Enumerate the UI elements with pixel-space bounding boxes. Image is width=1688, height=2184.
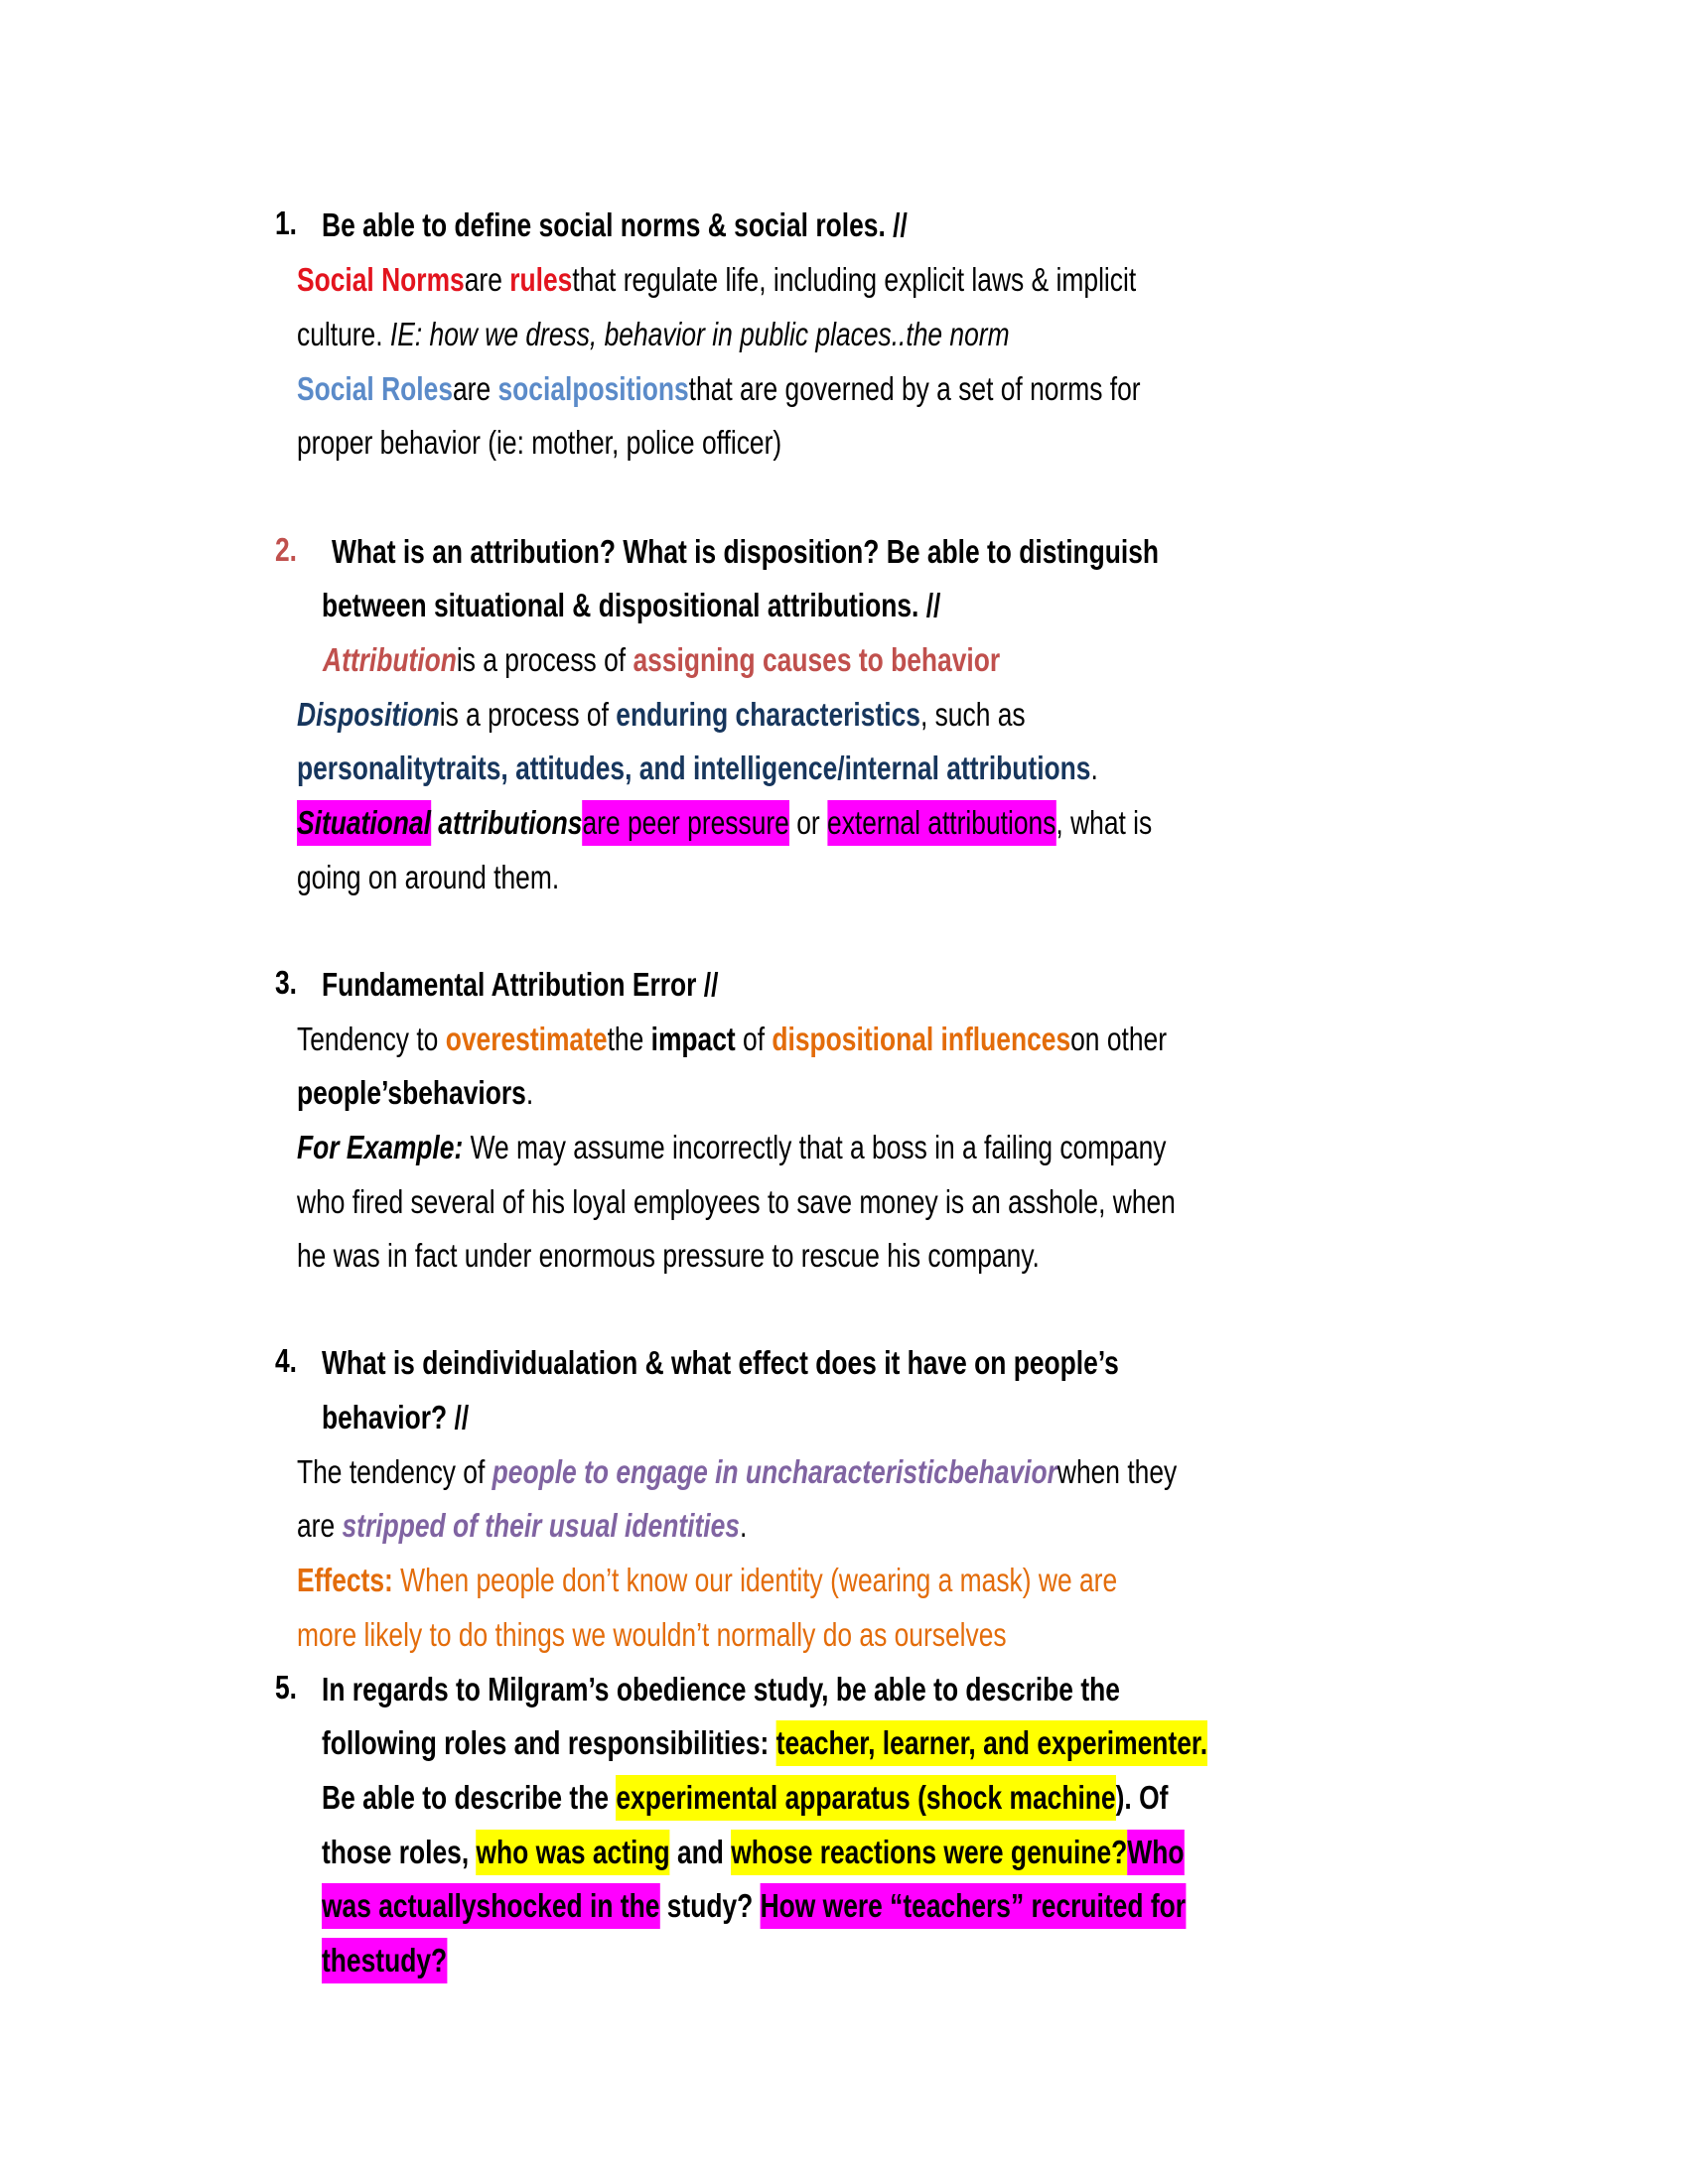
text-line <box>297 848 559 902</box>
text-run: rules <box>509 261 573 299</box>
list-number: 3. <box>275 964 298 1001</box>
highlighted-text: are peer pressure <box>582 800 788 846</box>
question-heading-line <box>322 955 718 1010</box>
text-run: the <box>607 1021 651 1058</box>
question-heading-line <box>332 522 1159 577</box>
text-line <box>297 305 1010 359</box>
text-run: . <box>739 1507 748 1545</box>
question-heading-line <box>322 1660 1120 1714</box>
text-line <box>297 1605 1007 1660</box>
highlighted-text: experimental apparatus (shock machine <box>616 1775 1115 1821</box>
text-line <box>322 1388 469 1442</box>
highlighted-text: teacher, learner, and experimenter. <box>776 1720 1207 1766</box>
text-run: , what is <box>1055 804 1153 842</box>
text-run: that are governed by a set of norms for <box>688 370 1141 408</box>
text-line <box>322 1931 447 1985</box>
highlighted-text: who was acting <box>477 1830 670 1875</box>
text-run: behavior? // <box>322 1399 470 1436</box>
text-run: following roles and responsibilities: <box>322 1724 776 1762</box>
text-run: going on around them. <box>297 859 560 896</box>
text-run: Social Roles <box>297 370 453 408</box>
text-run: Social Norms <box>297 261 465 299</box>
text-run: is a process of <box>439 696 617 734</box>
text-run: study? <box>659 1887 761 1925</box>
text-line <box>322 1768 1168 1823</box>
text-run: enduring characteristics <box>616 696 920 734</box>
highlighted-text: was actuallyshocked in the <box>322 1883 659 1929</box>
text-run: What is deindividualation & what effect does it have on people’s <box>322 1344 1119 1382</box>
highlighted-text: thestudy? <box>322 1938 447 1983</box>
text-run: The tendency of <box>297 1453 492 1491</box>
text-run: more likely to do things we wouldn’t normally do as ourselves <box>297 1616 1007 1654</box>
highlighted-text: external attributions <box>827 800 1055 846</box>
text-run: are <box>297 1507 343 1545</box>
text-run: IE: how we dress, behavior in public places..the norm <box>389 316 1010 353</box>
text-line <box>323 630 1000 685</box>
list-number: 5. <box>275 1669 298 1706</box>
text-run: is a process of <box>456 641 633 679</box>
text-run: who fired several of his loyal employees to save money is an asshole, when <box>297 1183 1176 1221</box>
text-run: ). Of <box>1115 1779 1169 1817</box>
question-heading-line <box>322 196 908 250</box>
highlighted-text: Situational <box>297 800 431 846</box>
text-line <box>297 1551 1117 1605</box>
text-run: people’sbehaviors <box>297 1074 526 1112</box>
text-run: overestimate <box>445 1021 608 1058</box>
text-run: In regards to Milgram’s obedience study, be able to describe the <box>322 1671 1120 1708</box>
highlighted-text: whose reactions were genuine? <box>731 1830 1127 1875</box>
text-run: Disposition <box>297 696 440 734</box>
highlighted-text: Who <box>1127 1830 1184 1875</box>
text-line <box>297 1172 1176 1227</box>
list-number: 2. <box>275 531 298 568</box>
text-run: between situational & dispositional attributions. // <box>322 587 941 624</box>
text-run: Be able to describe the <box>322 1779 617 1817</box>
highlighted-text: How were “teachers” recruited for <box>761 1883 1186 1929</box>
text-run: of <box>735 1021 773 1058</box>
text-line <box>297 1010 1167 1064</box>
text-run <box>431 800 438 846</box>
text-line <box>297 413 781 468</box>
text-run: What is an attribution? What is disposition? Be able to distinguish <box>332 533 1160 571</box>
text-line <box>297 1496 747 1551</box>
text-line <box>297 1118 1166 1172</box>
text-line <box>297 1226 1040 1281</box>
text-line <box>322 1823 1184 1877</box>
text-run: Be able to define social norms & social roles. // <box>322 206 908 244</box>
text-line <box>297 1442 1177 1497</box>
text-line <box>297 250 1136 305</box>
text-run: he was in fact under enormous pressure to rescue his company. <box>297 1237 1040 1275</box>
text-line <box>297 359 1141 414</box>
text-run: Attribution <box>323 641 457 679</box>
text-run: Effects: <box>297 1562 393 1599</box>
text-run: dispositional influences <box>772 1021 1071 1058</box>
text-run: attributions <box>438 804 583 842</box>
text-run: are <box>464 261 510 299</box>
text-line <box>322 1876 1186 1931</box>
text-run: are <box>453 370 498 408</box>
text-run: For Example: <box>297 1129 464 1166</box>
text-run: socialpositions <box>497 370 689 408</box>
text-run: culture. <box>297 316 390 353</box>
list-number: 4. <box>275 1342 298 1379</box>
list-number: 1. <box>275 205 298 241</box>
text-run: that regulate life, including explicit laws & implicit <box>572 261 1137 299</box>
text-line <box>297 793 1152 848</box>
text-run: proper behavior (ie: mother, police officer) <box>297 424 782 462</box>
text-run: When people don’t know our identity (wearing a mask) we are <box>392 1562 1118 1599</box>
text-run: We may assume incorrectly that a boss in a failing company <box>463 1129 1167 1166</box>
text-line <box>322 576 940 630</box>
text-run: when they <box>1056 1453 1178 1491</box>
text-run: stripped of their usual identities <box>342 1507 740 1545</box>
text-run: and <box>669 1834 732 1871</box>
text-run: , such as <box>919 696 1026 734</box>
question-heading-line <box>322 1333 1119 1388</box>
text-run: impact <box>650 1021 736 1058</box>
text-run: personalitytraits, attitudes, and intelligence/internal attributions <box>297 750 1091 787</box>
text-line <box>297 685 1026 740</box>
text-line <box>297 1063 533 1118</box>
text-run: on other <box>1070 1021 1167 1058</box>
text-line <box>297 739 1098 793</box>
text-run: or <box>788 804 828 842</box>
text-run: Fundamental Attribution Error // <box>322 966 719 1004</box>
text-run: people to engage in uncharacteristicbehavior <box>492 1453 1057 1491</box>
text-run: . <box>525 1074 534 1112</box>
text-run: Tendency to <box>297 1021 446 1058</box>
text-run: those roles, <box>322 1834 477 1871</box>
text-run: assigning causes to behavior <box>633 641 1001 679</box>
text-run: . <box>1090 750 1098 787</box>
text-line <box>322 1713 1207 1768</box>
